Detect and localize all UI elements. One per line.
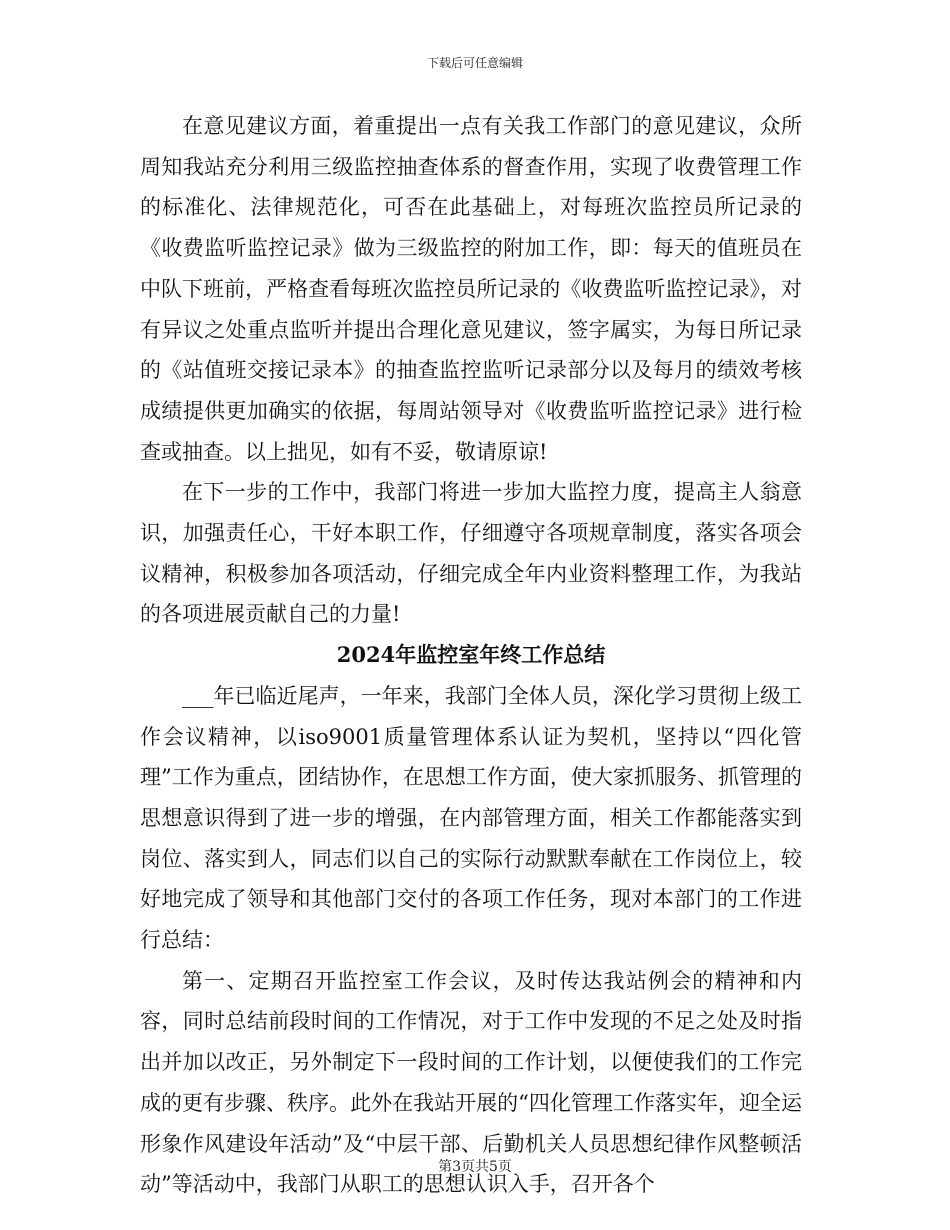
page-number: 第3页共5页 bbox=[438, 1159, 512, 1175]
paragraph-intro: ___年已临近尾声，一年来，我部门全体人员，深化学习贯彻上级工作会议精神，以iso9001质量管理体系认证为契机，坚持以“四化管理”工作为重点，团结协作，在思想工作方面，使大家抓服务、抓管理的思想意识得到了进一步的增强，在内部管理方面，相关工作都能落实到岗位、落实到人，同志们以自己的实际行动默默奉献在工作岗位上，较好地完成了领导和其他部门交付的各项工作任务，现对本部门的工作进行总结： bbox=[140, 683, 802, 953]
paragraph-suggestions: 在意见建议方面，着重提出一点有关我工作部门的意见建议，众所周知我站充分利用三级监控抽查体系的督查作用，实现了收费管理工作的标准化、法律规范化，可否在此基础上，对每班次监控员所记录的《收费监听监控记录》做为三级监控的附加工作，即：每天的值班员在中队下班前，严格查看每班次监控员所记录的《收费监听监控记录》，对有异议之处重点监听并提出合理化意见建议，签字属实，为每日所记录的《站值班交接记录本》的抽查监控监听记录部分以及每月的绩效考核成绩提供更加确实的依据，每周站领导对《收费监听监控记录》进行检查或抽查。以上拙见，如有不妥，敬请原谅! bbox=[140, 114, 802, 464]
section-title: 2024年监控室年终工作总结 bbox=[336, 642, 606, 668]
document-body bbox=[140, 106, 802, 1205]
paragraph-first-point: 第一、定期召开监控室工作会议，及时传达我站例会的精神和内容，同时总结前段时间的工作情况，对于工作中发现的不足之处及时指出并加以改正，另外制定下一段时间的工作计划，以便使我们的工作完成的更有步骤、秩序。此外在我站开展的“四化管理工作落实年，迎全运形象作风建设年活动”及“中层干部、后勤机关人员思想纪律作风整顿活动”等活动中，我部门从职工的思想认识入手，召开各个 bbox=[140, 968, 802, 1197]
paragraph-next-steps: 在下一步的工作中，我部门将进一步加大监控力度，提高主人翁意识，加强责任心，干好本职工作，仔细遵守各项规章制度，落实各项会议精神，积极参加各项活动，仔细完成全年内业资料整理工作，为我站的各项进展贡献自己的力量! bbox=[140, 480, 802, 627]
page-header-note: 下载后可任意编辑 bbox=[426, 56, 523, 70]
